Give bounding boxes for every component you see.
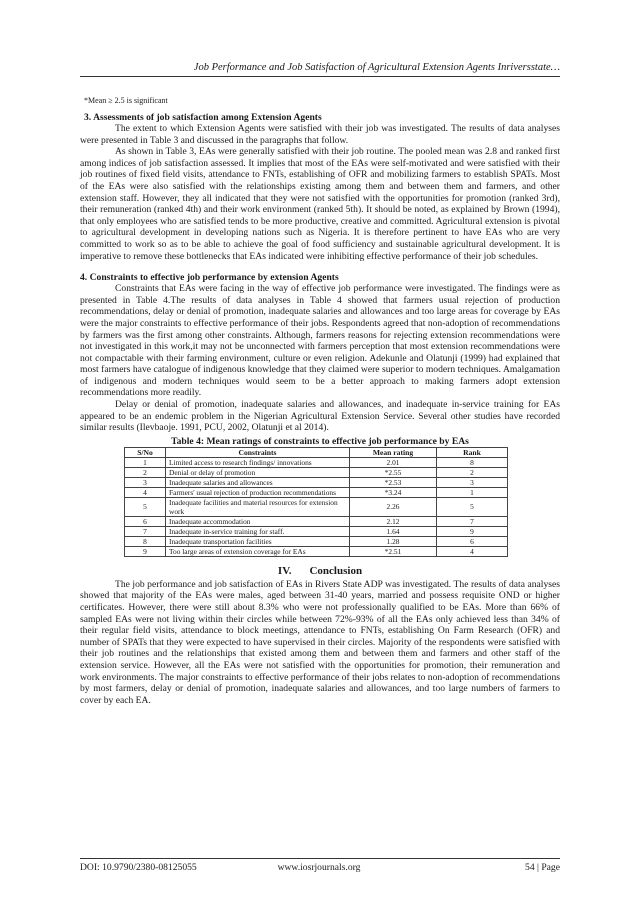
- cell-constraint: Inadequate salaries and allowances: [166, 477, 350, 487]
- table-row: [125, 497, 508, 516]
- conclusion-title: Conclusion: [309, 564, 363, 577]
- footer-divider: [80, 858, 560, 859]
- cell-rank: 3: [437, 477, 508, 487]
- section-4-paragraph-1: Constraints that EAs were facing in the way of effective job performance were investigated. The findings were as presented in Table 4.The results of data analyses in Table 4 showed that farmers usual rejection of production recommendations, delay or denial of promotion, inadequate salaries and allowances and too large areas for coverage by EAs were the major constraints to effective performance of their jobs. Respondents agreed that non-adoption of recommendations by farmers was the first among other constraints. Although, farmers reasons for rejecting extension recommendations were not investigated in this work,it may not be unconnected with farmers perception that most extension recommendations were not compactable with their farming environment, culture or even religion. Adekunle and Olatunji (1999) had explained that most farmers have catalogue of indigenous knowledge that they claimed were superior to modern techniques. Amalgamation of indigenous and modern techniques would seem to be a better approach to making farmers adopt extension recommendations more readily.: [80, 283, 560, 399]
- section-4-paragraph-2: Delay or denial of promotion, inadequate salaries and allowances, and inadequate in-service training for EAs appeared to be an endemic problem in the Nigerian Agricultural Extension Service. Several other studies have recorded similar results (Ilevbaoje. 1991, PCU, 2002, Olatunji et al 2014).: [80, 399, 560, 434]
- table-4-caption: Table 4: Mean ratings of constraints to effective job performance by EAs: [171, 435, 469, 447]
- page-content: [80, 112, 560, 706]
- cell-sno: 7: [125, 526, 166, 536]
- table-4: [124, 447, 508, 557]
- cell-constraint: Limited access to research findings/ innovations: [166, 457, 350, 467]
- cell-rank: 6: [437, 536, 508, 546]
- cell-constraint: Denial or delay of promotion: [166, 467, 350, 477]
- header-divider: [80, 76, 560, 77]
- cell-constraint: Inadequate accommodation: [166, 516, 350, 526]
- table-row: [125, 546, 508, 556]
- footer-website: www.iosrjournals.org: [277, 862, 361, 873]
- cell-rank: 1: [437, 487, 508, 497]
- significance-footnote: *Mean ≥ 2.5 is significant: [84, 96, 168, 105]
- col-header-rank: Rank: [437, 447, 508, 457]
- cell-mean-rating: *2.53: [350, 477, 437, 487]
- conclusion-heading: [80, 565, 560, 577]
- cell-constraint: Farmers' usual rejection of production recommendations: [166, 487, 350, 497]
- cell-rank: 5: [437, 497, 508, 516]
- cell-sno: 2: [125, 467, 166, 477]
- cell-constraint: Inadequate in-service training for staff.: [166, 526, 350, 536]
- cell-rank: 8: [437, 457, 508, 467]
- cell-sno: 3: [125, 477, 166, 487]
- cell-mean-rating: 1.64: [350, 526, 437, 536]
- cell-sno: 4: [125, 487, 166, 497]
- cell-rank: 2: [437, 467, 508, 477]
- cell-mean-rating: 2.26: [350, 497, 437, 516]
- cell-sno: 5: [125, 497, 166, 516]
- section-3-paragraph-2: As shown in Table 3, EAs were generally satisfied with their job routine. The pooled mean was 2.8 and ranked first among indices of job satisfaction assessed. It implies that most of the EAs were self-motivated and were satisfied with their job routines of fixed field visits, attendance to FNTs, establishing of OFR and mobilizing farmers to establish SPATs. Most of the EAs were also satisfied with the relationships existing among them and between them and farmers, and other extension staff. However, they all indicated that they were not satisfied with the opportunities for promotion (ranked 3rd), their remuneration (ranked 4th) and their work environment (ranked 5th). It should be noted, as explained by Brown (1994), that only employees who are satisfied tends to be more productive, creative and committed. Agricultural extension is pivotal to agricultural development in developing nations such as Nigeria. It is therefore pertinent to have EAs who are very committed to work so as to be able to achieve the goal of food sufficiency and sustainable agricultural development. It is imperative to remove these bottlenecks that EAs indicated were inhibiting effective performance of their job schedules.: [80, 146, 560, 262]
- cell-sno: 9: [125, 546, 166, 556]
- section-3-heading: 3. Assessments of job satisfaction among Extension Agents: [84, 112, 322, 123]
- cell-mean-rating: *2.51: [350, 546, 437, 556]
- footer-doi: DOI: 10.9790/2380-08125055: [80, 862, 197, 873]
- conclusion-paragraph: The job performance and job satisfaction of EAs in Rivers State ADP was investigated. The results of data analyses showed that majority of the EAs were males, aged between 31-40 years, married and possess requisite OND or higher certificates. However, there were still about 8.3% who were not professionally qualified to be EAs. More than 66% of sampled EAs were not living within their circles while between 72%-93% of all the EAs only achieved less than 34% of their regular field visits, attendance to block meetings, attendance to FNTs, establishing On Farm Research (OFR) and number of SPATs that they were expected to have supervised in their circles. Majority of the respondents were satisfied with their job routines and the relationships that existed among them and between them and farmers and other staff of the extension service. However, all the EAs were not satisfied with the opportunities for promotion, their remuneration and work environments. The major constraints to effective performance of their jobs relates to non-adoption of recommendations by most farmers, delay or denial of promotion, inadequate salaries and allowances, and too large numbers of farmers to cover by each EA.: [80, 578, 560, 706]
- cell-sno: 6: [125, 516, 166, 526]
- cell-mean-rating: *3.24: [350, 487, 437, 497]
- conclusion-roman-numeral: IV.: [277, 564, 292, 577]
- cell-rank: 7: [437, 516, 508, 526]
- col-header-constraints: Constraints: [166, 447, 350, 457]
- cell-constraint: Inadequate facilities and material resources for extension work: [166, 497, 350, 516]
- cell-mean-rating: 2.01: [350, 457, 437, 467]
- running-header: Job Performance and Job Satisfaction of Agricultural Extension Agents Inriversstate…: [193, 62, 560, 73]
- table-row: [125, 477, 508, 487]
- section-4-heading: 4. Constraints to effective job performance by extension Agents: [80, 272, 339, 284]
- section-3-paragraph-1: The extent to which Extension Agents were satisfied with their job was investigated. The results of data analyses were presented in Table 3 and discussed in the paragraphs that follow.: [80, 123, 560, 146]
- table-header-row: [125, 447, 508, 457]
- cell-mean-rating: *2.55: [350, 467, 437, 477]
- cell-sno: 1: [125, 457, 166, 467]
- cell-constraint: Inadequate transportation facilities: [166, 536, 350, 546]
- col-header-mean-rating: Mean rating: [350, 447, 437, 457]
- col-header-sno: S/No: [125, 447, 166, 457]
- cell-mean-rating: 2.12: [350, 516, 437, 526]
- cell-sno: 8: [125, 536, 166, 546]
- table-row: [125, 487, 508, 497]
- footer-page-number: 54 | Page: [525, 862, 560, 873]
- table-row: [125, 467, 508, 477]
- table-row: [125, 536, 508, 546]
- cell-constraint: Too large areas of extension coverage for EAs: [166, 546, 350, 556]
- cell-rank: 4: [437, 546, 508, 556]
- cell-rank: 9: [437, 526, 508, 536]
- table-row: [125, 516, 508, 526]
- table-row: [125, 526, 508, 536]
- cell-mean-rating: 1.28: [350, 536, 437, 546]
- table-row: [125, 457, 508, 467]
